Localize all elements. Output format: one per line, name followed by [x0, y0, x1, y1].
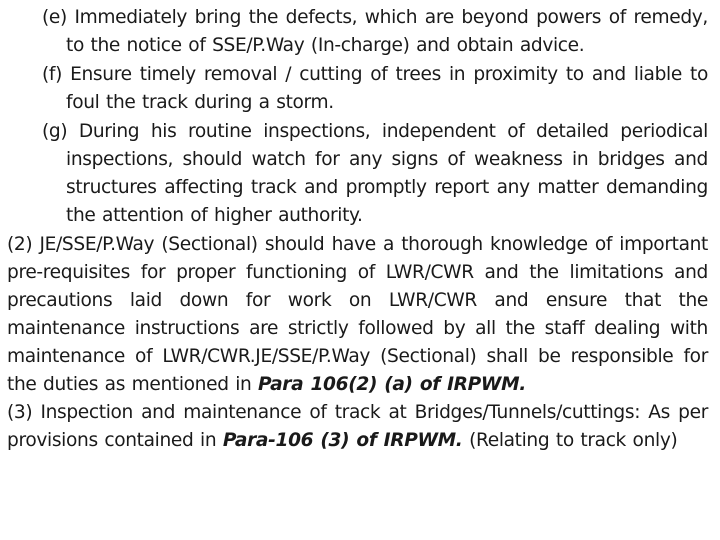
item-g: (g) During his routine inspections, independent of detailed periodical inspections, should watch for any signs of weakness in bridges and structures affecting track and promptly report any matter demanding the attention of higher authority. [42, 121, 708, 226]
paragraph-3-text: (3) Inspection and maintenance of track at Bridges/Tunnels/cuttings: As per provisions contained in [7, 402, 708, 451]
paragraph-2-text: (2) JE/SSE/P.Way (Sectional) should have a thorough knowledge of important pre-requisites for proper functioning of LWR/CWR and the limitations and precautions laid down for work on LWR/CWR and ensure that the maintenance instructions are strictly followed by all the staff dealing with maintenance of LWR/CWR.JE/SSE/P.Way (Sectional) shall be responsible for the duties as mentioned in [7, 234, 708, 395]
item-f: (f) Ensure timely removal / cutting of trees in proximity to and liable to foul the track during a storm. [42, 64, 708, 113]
item-e: (e) Immediately bring the defects, which are beyond powers of remedy, to the notice of SSE/P.Way (In-charge) and obtain advice. [42, 7, 708, 56]
paragraph-3-text-after: (Relating to track only) [462, 430, 678, 451]
paragraph-2 [7, 231, 708, 399]
paragraph-2-reference: Para 106(2) (a) of IRPWM. [258, 374, 526, 395]
paragraph-3 [7, 399, 708, 455]
paragraph-3-reference: Para-106 (3) of IRPWM. [222, 430, 463, 451]
